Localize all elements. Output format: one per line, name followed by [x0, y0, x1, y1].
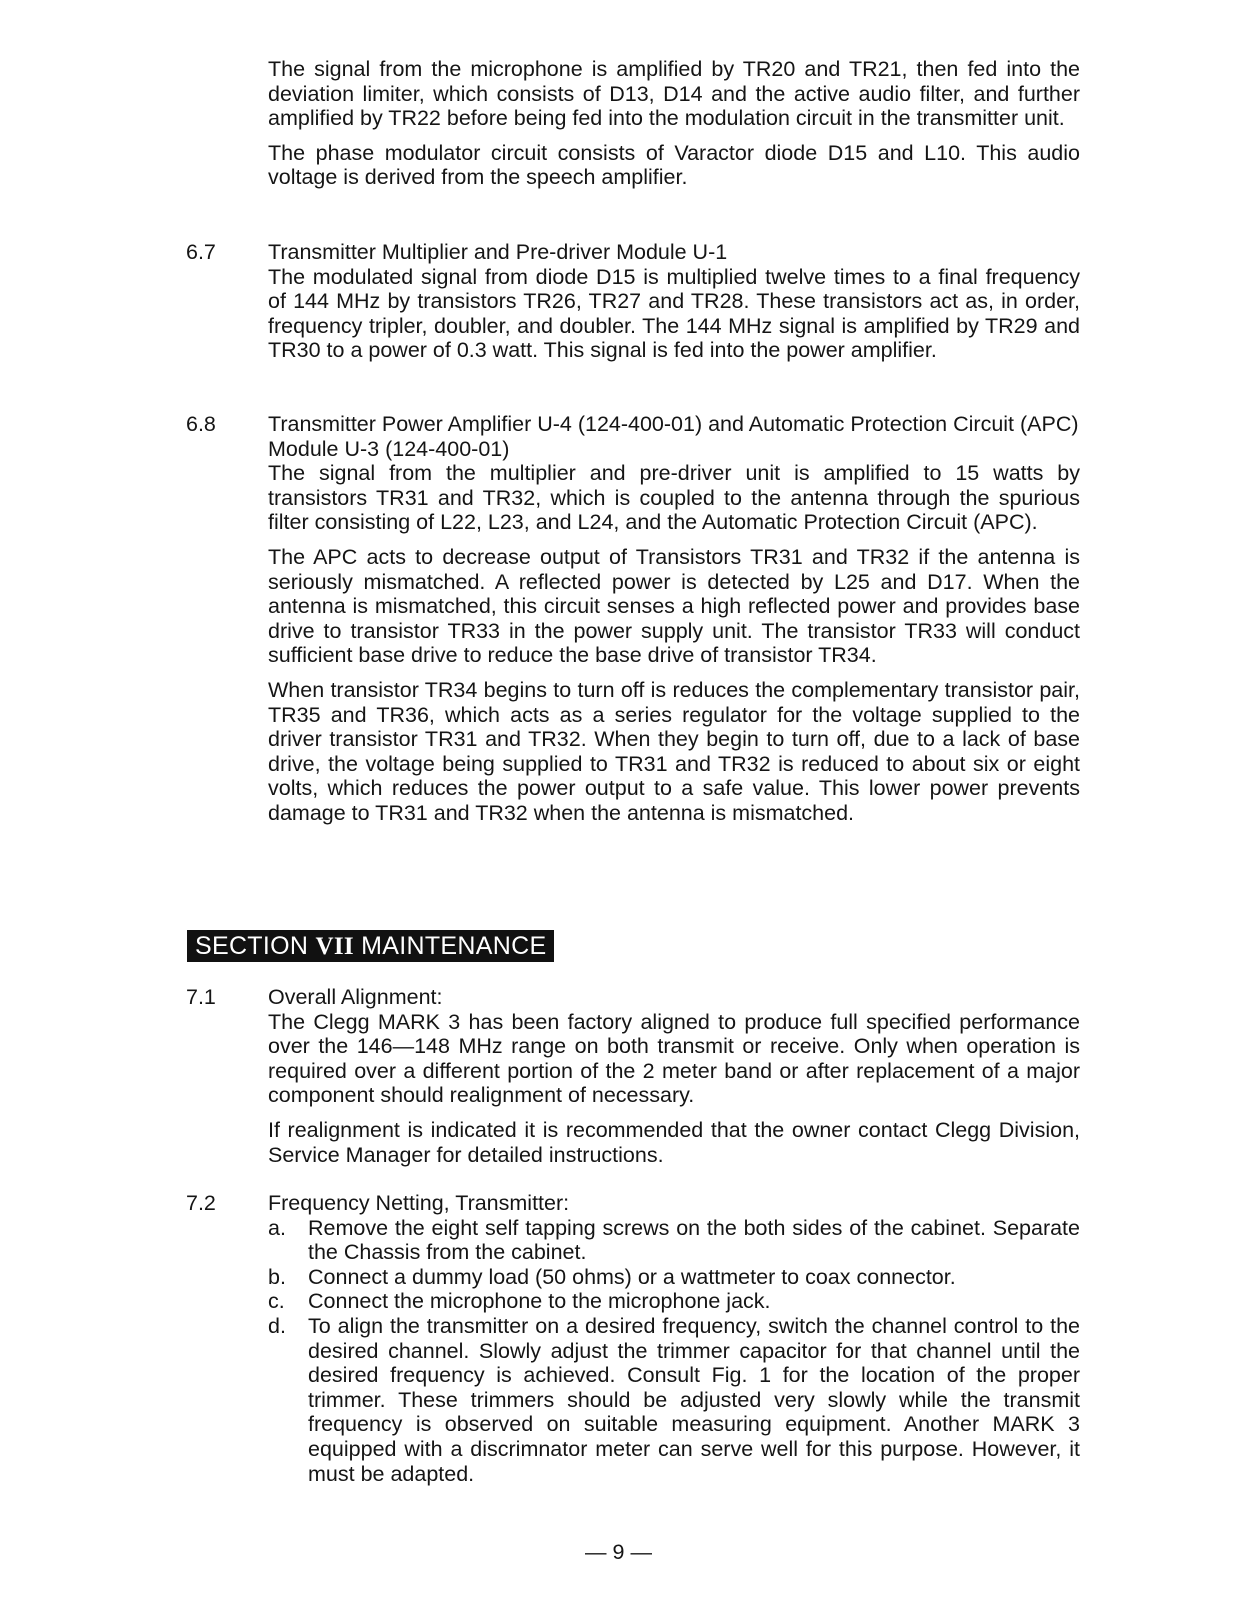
step-marker: a.	[268, 1215, 286, 1240]
procedure-step	[268, 1289, 1080, 1314]
step-text: Connect the microphone to the microphone jack.	[308, 1289, 771, 1314]
section-heading: Overall Alignment:	[268, 985, 443, 1009]
section-heading: Transmitter Multiplier and Pre-driver Module U-1	[268, 240, 728, 264]
section-6-8	[0, 412, 1237, 836]
section-6-7	[0, 240, 1237, 373]
section-paragraph: The modulated signal from diode D15 is multiplied twelve times to a final frequency of 144 MHz by transistors TR26, TR27 and TR28. These transistors act as, in order, frequency tripler, doubler, and doubler. The 144 MHz signal is amplified by TR29 and TR30 to a power of 0.3 watt. This signal is fed into the power amplifier.	[268, 264, 1080, 363]
intro-paragraph-1: The signal from the microphone is amplified by TR20 and TR21, then fed into the deviation limiter, which consists of D13, D14 and the active audio filter, and further amplified by TR22 before being fed into the modulation circuit in the transmitter unit.	[268, 57, 1080, 131]
section-number: 7.2	[186, 1191, 216, 1215]
step-text: Connect a dummy load (50 ohms) or a wattmeter to coax connector.	[308, 1264, 956, 1289]
intro-paragraph-2: The phase modulator circuit consists of Varactor diode D15 and L10. This audio voltage is derived from the speech amplifier.	[268, 140, 1080, 190]
procedure-step	[268, 1314, 1080, 1486]
section-heading: Transmitter Power Amplifier U-4 (124-400-01) and Automatic Protection Circuit (APC) Module U-3 (124-400-01)	[268, 412, 1079, 461]
section-paragraph: If realignment is indicated it is recommended that the owner contact Clegg Division, Service Manager for detailed instructions.	[268, 1117, 1080, 1167]
section-7-2	[0, 1191, 1237, 1486]
page-number: — 9 —	[585, 1540, 652, 1564]
section-vii-banner	[187, 930, 554, 962]
procedure-step	[268, 1216, 1080, 1265]
section-number: 6.7	[186, 240, 216, 264]
section-paragraph: The Clegg MARK 3 has been factory aligned to produce full specified performance over the 146—148 MHz range on both transmit or receive. Only when operation is required over a different portion of the 2 meter band or after replacement of a major component should realignment of necessary.	[268, 1009, 1080, 1108]
banner-label-section: SECTION	[195, 932, 309, 960]
step-marker: c.	[268, 1289, 285, 1314]
section-number: 7.1	[186, 985, 216, 1009]
section-paragraph: When transistor TR34 begins to turn off is reduces the complementary transistor pair, TR35 and TR36, which acts as a series regulator for the voltage supplied to the driver transistor TR31 and TR32. When they begin to turn off, due to a lack of base drive, the voltage being supplied to TR31 and TR32 is reduced to about six or eight volts, which reduces the power output to a safe value. This lower power prevents damage to TR31 and TR32 when the antenna is mismatched.	[268, 677, 1080, 825]
section-heading: Frequency Netting, Transmitter:	[268, 1191, 570, 1215]
banner-label-roman: VII	[315, 933, 354, 960]
intro-block	[268, 57, 1080, 200]
section-paragraph: The signal from the multiplier and pre-driver unit is amplified to 15 watts by transistors TR31 and TR32, which is coupled to the antenna through the spurious filter consisting of L22, L23, and L24, and the Automatic Protection Circuit (APC).	[268, 461, 1080, 535]
section-number: 6.8	[186, 412, 216, 436]
procedure-step	[268, 1265, 1080, 1290]
banner-label-title: MAINTENANCE	[361, 932, 547, 960]
procedure-steps	[268, 1216, 1080, 1487]
step-marker: b.	[268, 1264, 286, 1289]
step-marker: d.	[268, 1313, 286, 1338]
section-7-1	[0, 985, 1237, 1177]
section-paragraph: The APC acts to decrease output of Transistors TR31 and TR32 if the antenna is seriously mismatched. A reflected power is detected by L25 and D17. When the antenna is mismatched, this circuit senses a high reflected power and provides base drive to transistor TR33 in the power supply unit. The transistor TR33 will conduct sufficient base drive to reduce the base drive of transistor TR34.	[268, 544, 1080, 668]
step-text: To align the transmitter on a desired frequency, switch the channel control to the desired channel. Slowly adjust the trimmer capacitor for that channel until the desired frequency is achieved. Consult Fig. 1 for the location of the proper trimmer. These trimmers should be adjusted very slowly while the transmit frequency is observed on suitable measuring equipment. Another MARK 3 equipped with a discrimnator meter can serve well for this purpose. However, it must be adapted.	[308, 1313, 1080, 1486]
step-text: Remove the eight self tapping screws on the both sides of the cabinet. Separate the Chassis from the cabinet.	[308, 1215, 1080, 1265]
